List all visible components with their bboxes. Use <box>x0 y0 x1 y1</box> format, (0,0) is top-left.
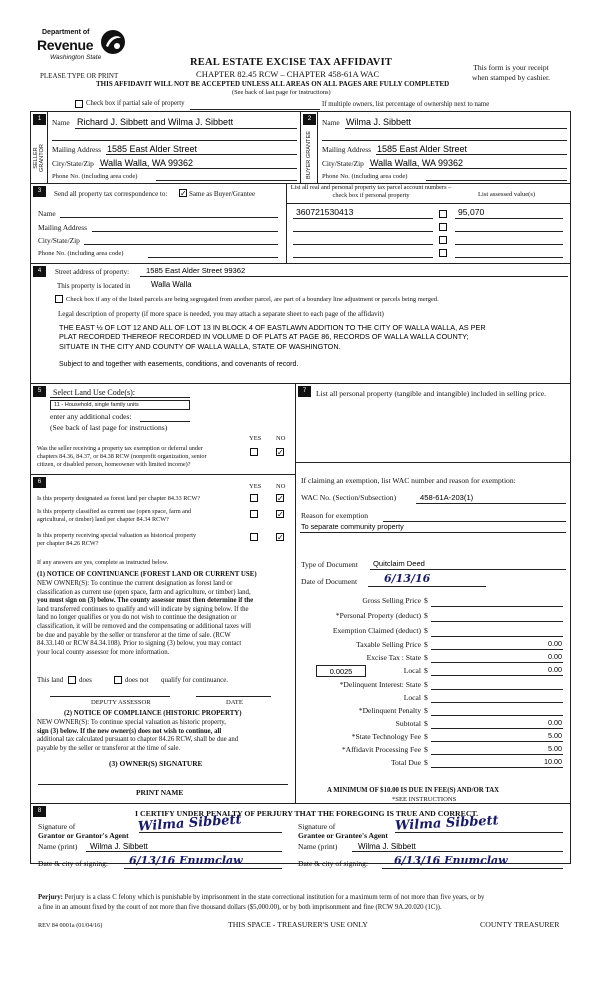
notice-line: NEW OWNER(S): To continue the current designation as forest land or <box>37 580 233 587</box>
section-7-number: 7 <box>298 386 311 397</box>
notice-line: additional tax calculated pursuant to chapter 84.26 RCW, shall be due and <box>37 736 239 744</box>
multiple-owners-note: If multiple owners, list percentage of ownership next to name <box>322 101 490 108</box>
chapter-line: CHAPTER 82.45 RCW – CHAPTER 458-61A WAC <box>196 69 380 79</box>
grantor-name-label: Name (print) <box>38 842 78 851</box>
question-line: agricultural, or timber) land per chapter 84.34 RCW? <box>37 516 169 523</box>
doc-date-field[interactable]: 6/13/16 <box>384 572 431 585</box>
section-1-number: 1 <box>33 114 46 125</box>
this-land-label: This land <box>37 676 64 684</box>
date-label: DATE <box>226 699 243 706</box>
section-4-number: 4 <box>33 266 46 277</box>
current-use-no-checkbox[interactable]: ✓ <box>277 510 284 519</box>
partial-sale-checkbox[interactable] <box>75 100 83 108</box>
perjury-notice <box>38 893 484 912</box>
dollar-sign: $ <box>424 758 428 767</box>
s5-yes-checkbox[interactable] <box>250 448 258 456</box>
current-use-question <box>37 508 191 524</box>
buyer-city-field[interactable]: Walla Walla, WA 99362 <box>370 158 464 168</box>
reason-label: Reason for exemption <box>301 511 369 520</box>
current-use-yes-checkbox[interactable] <box>250 510 258 518</box>
seller-city-label: City/State/Zip <box>52 159 94 168</box>
legal-line: PLAT RECORDED THEREOF RECORDED IN VOLUME D OF PLATS AT PAGE 86, RECORDS OF WALLA WALLA COUNTY; <box>59 332 469 342</box>
grantee-name-label: Name (print) <box>298 842 338 851</box>
personal-property-checkbox-1[interactable] <box>439 210 447 218</box>
row-label: Gross Selling Price <box>362 596 421 605</box>
dollar-sign: $ <box>424 666 428 675</box>
buyer-mail-label: Mailing Address <box>322 145 372 154</box>
excise-local-value[interactable]: 0.00 <box>548 665 562 674</box>
please-type: PLEASE TYPE OR PRINT <box>40 72 119 80</box>
section-8-number: 8 <box>33 806 46 817</box>
perjury-line: Perjury is a class C felony which is punishable by imprisonment in the state correctional institution for a maximum term of not more than five years, or by <box>64 894 485 901</box>
minimum-due-note: A MINIMUM OF $10.00 IS DUE IN FEE(S) AND/OR TAX <box>327 787 500 794</box>
excise-state-value[interactable]: 0.00 <box>548 652 562 661</box>
s5-yes-header: YES <box>249 435 262 442</box>
personal-property-checkbox-2[interactable] <box>439 223 447 231</box>
local-rate-field[interactable]: 0.0025 <box>316 665 366 677</box>
notice-line: 84.33.140 or RCW 84.34.108). Prior to signing (3) below, you may contact <box>37 640 242 648</box>
seller-name-field[interactable]: Richard J. Sibbett and Wilma J. Sibbett <box>77 117 234 127</box>
buyer-city-label: City/State/Zip <box>322 159 364 168</box>
street-address-label: Street address of property: <box>55 268 130 276</box>
does-not-checkbox[interactable] <box>114 676 122 684</box>
row-label: Total Due <box>390 758 421 767</box>
processing-fee-value[interactable]: 5.00 <box>548 744 562 753</box>
s5-no-checkbox[interactable]: ✓ <box>277 448 284 457</box>
street-address-field[interactable]: 1585 East Alder Street 99362 <box>146 266 246 275</box>
qualify-label: qualify for continuance. <box>161 676 229 684</box>
parcel-number-1[interactable]: 360721530413 <box>296 207 354 217</box>
notice-line: NEW OWNER(S): To continue special valuation as historic property, <box>37 719 226 726</box>
grantor-signature[interactable]: Wilma Sibbett <box>137 812 243 835</box>
notice-line: land no longer qualifies or you do not wish to continue the designation or <box>37 614 237 622</box>
subject-to-text: Subject to and together with easements, conditions, and covenants of record. <box>59 361 299 368</box>
grantee-name-field[interactable]: Wilma J. Sibbett <box>358 842 416 851</box>
notice-line: payable by the seller or transferor at the time of sale. <box>37 744 181 752</box>
row-label: Local <box>403 693 421 702</box>
notice-line: be due and payable by the seller or transferor at the time of sale. (RCW <box>37 631 231 639</box>
corr-mail-label: Mailing Address <box>38 223 88 232</box>
grantor-signature-label <box>38 822 129 840</box>
forest-no-checkbox[interactable]: ✓ <box>277 494 284 503</box>
question-line: citizen, or disabled person, homeowner with limited income)? <box>37 461 191 468</box>
notice-line: your local county assessor for more information. <box>37 648 170 656</box>
legal-description-text[interactable] <box>59 323 486 351</box>
row-label: *Affidavit Processing Fee <box>341 745 421 754</box>
doc-date-label: Date of Document <box>301 577 358 586</box>
section-2-number: 2 <box>303 114 316 125</box>
perjury-line: a fine in an amount fixed by the court of not more than five thousand dollars ($5,000.00), or by both imprisonment and fine (RCW 9A.20.020 (1C)). <box>38 903 442 911</box>
legal-description-label: Legal description of property (if more space is needed, you may attach a separate sheet to each page of the affidavit) <box>58 310 384 318</box>
personal-property-label: List all personal property (tangible and intangible) included in selling price. <box>316 389 547 398</box>
section-6-number: 6 <box>33 477 46 488</box>
notice-line: land transferred continues to qualify and will indicate by signing below. If the <box>37 605 249 613</box>
question-line: per chapter 84.26 RCW? <box>37 540 99 547</box>
corr-city-label: City/State/Zip <box>38 236 80 245</box>
segregated-checkbox[interactable] <box>55 295 63 303</box>
taxable-price-value[interactable]: 0.00 <box>548 639 562 648</box>
segregated-label: Check box if any of the listed parcels are being segregated from another parcel, are part of a boundary line adjustment or parcels being merged. <box>66 296 439 303</box>
buyer-mail-field[interactable]: 1585 East Alder Street <box>377 144 468 154</box>
notice-compliance-text <box>37 719 238 753</box>
label-line: Signature of <box>298 822 336 831</box>
seller-name-label: Name <box>52 118 70 127</box>
logo-state-text: Washington State <box>50 54 102 61</box>
question-line: chapters 84.36, 84.37, or 84.38 RCW (nonprofit organization, senior <box>37 453 207 460</box>
same-as-buyer-checkbox[interactable]: ✓ <box>180 189 187 198</box>
historic-question <box>37 532 196 548</box>
corr-name-label: Name <box>38 209 56 218</box>
county-treasurer-label: COUNTY TREASURER <box>480 920 560 929</box>
reason-field[interactable]: To separate community property <box>301 522 404 531</box>
grantor-date-label: Date & city of signing: <box>38 859 109 868</box>
grantor-name-field[interactable]: Wilma J. Sibbett <box>90 842 148 851</box>
notice-continuance-text <box>37 580 253 657</box>
notice-line: classification as current use (open space, farm and agriculture, or timber) land, <box>37 588 251 596</box>
perjury-title: Perjury: <box>38 894 63 901</box>
located-in-field[interactable]: Walla Walla <box>151 280 192 289</box>
row-label: Taxable Selling Price <box>356 640 421 649</box>
does-label: does <box>79 676 92 684</box>
historic-yes-checkbox[interactable] <box>250 533 258 541</box>
notice-line: sign (3) below. If the new owner(s) does not wish to continue, all <box>37 727 222 735</box>
parcel-list-header: List all real and personal property tax parcel account numbers – check box if personal property <box>290 184 452 199</box>
does-not-label: does not <box>125 676 149 684</box>
land-use-see-back: (See back of last page for instructions) <box>50 423 168 432</box>
certify-statement: I CERTIFY UNDER PENALTY OF PERJURY THAT THE FOREGOING IS TRUE AND CORRECT. <box>135 809 479 818</box>
tech-fee-value[interactable]: 5.00 <box>548 731 562 740</box>
section-5-number: 5 <box>33 386 46 397</box>
located-in-label: This property is located in <box>57 282 131 290</box>
grantee-date-label: Date & city of signing: <box>298 859 369 868</box>
logo-revenue-text: Revenue <box>37 37 94 53</box>
see-instructions-note: *SEE INSTRUCTIONS <box>392 796 457 803</box>
send-correspondence-label: Send all property tax correspondence to: <box>54 190 168 198</box>
grantor-date-field[interactable]: 6/13/16 Enumclaw <box>129 854 243 867</box>
row-label: Local <box>403 666 421 675</box>
question-line: Was the seller receiving a property tax exemption or deferral under <box>37 445 203 452</box>
dollar-sign: $ <box>424 626 428 635</box>
receipt-note: This form is your receipt when stamped by cashier. <box>471 63 551 82</box>
seller-city-field[interactable]: Walla Walla, WA 99362 <box>100 158 194 168</box>
doc-type-label: Type of Document <box>301 560 358 569</box>
land-use-code-field[interactable]: 11 - Household, single family units <box>50 400 190 410</box>
if-any-yes: If any answers are yes, complete as instructed below. <box>37 559 169 566</box>
row-label: *Delinquent Interest: State <box>339 680 421 689</box>
forest-yes-checkbox[interactable] <box>250 494 258 502</box>
exemption-question <box>37 445 207 469</box>
treasurer-space-note: THIS SPACE - TREASURER'S USE ONLY <box>228 920 368 929</box>
wac-number-field[interactable]: 458-61A-203(1) <box>420 493 474 502</box>
see-back-line: (See back of last page for instructions) <box>232 89 331 96</box>
does-checkbox[interactable] <box>68 676 76 684</box>
dollar-sign: $ <box>424 693 428 702</box>
print-name-label: PRINT NAME <box>136 788 184 797</box>
row-label: Excise Tax : State <box>366 653 421 662</box>
exemption-claim-label: If claiming an exemption, list WAC number and reason for exemption: <box>301 476 516 485</box>
logo-swoosh-icon <box>99 28 127 56</box>
dollar-sign: $ <box>424 611 428 620</box>
seller-mail-label: Mailing Address <box>52 145 102 154</box>
warning-line: THIS AFFIDAVIT WILL NOT BE ACCEPTED UNLESS ALL AREAS ON ALL PAGES ARE FULLY COMPLETED <box>96 80 450 88</box>
personal-property-checkbox-3[interactable] <box>439 236 447 244</box>
row-label: *Delinquent Penalty <box>358 706 421 715</box>
row-label: Exemption Claimed (deduct) <box>332 626 421 635</box>
notice-compliance-title: (2) NOTICE OF COMPLIANCE (HISTORIC PROPERTY) <box>64 710 242 717</box>
buyer-name-label: Name <box>322 118 340 127</box>
dollar-sign: $ <box>424 596 428 605</box>
legal-line: THE EAST ½ OF LOT 12 AND ALL OF LOT 13 IN BLOCK 4 OF EASTLAWN ADDITION TO THE CITY OF WALLA WALLA, AS PER <box>59 323 486 332</box>
notice-line: you must sign on (3) below. The county assessor must then determine if the <box>37 597 254 605</box>
notice-line: classification, it will be removed and the compensating or additional taxes will <box>37 622 252 630</box>
dollar-sign: $ <box>424 745 428 754</box>
label-line: Grantor or Grantor's Agent <box>38 831 129 840</box>
buyer-name-field[interactable]: Wilma J. Sibbett <box>346 117 412 127</box>
assessed-header: List assessed value(s) <box>478 191 536 198</box>
label-line: Grantee or Grantee's Agent <box>298 831 388 840</box>
s5-no-header: NO <box>276 435 286 442</box>
legal-line: SITUATE IN THE CITY AND COUNTY OF WALLA WALLA, STATE OF WASHINGTON. <box>59 341 341 351</box>
row-label: *State Technology Fee <box>351 732 421 741</box>
page-title: REAL ESTATE EXCISE TAX AFFIDAVIT <box>190 57 393 68</box>
dollar-sign: $ <box>424 653 428 662</box>
doc-type-field[interactable]: Quitclaim Deed <box>373 559 425 568</box>
grantee-date-field[interactable]: 6/13/16 Enumclaw <box>394 854 508 867</box>
total-due-value[interactable]: 10.00 <box>544 757 562 766</box>
deputy-assessor-label: DEPUTY ASSESSOR <box>91 699 151 706</box>
partial-sale-label: Check box if partial sale of property <box>86 100 185 107</box>
subtotal-value[interactable]: 0.00 <box>548 718 562 727</box>
grantee-signature[interactable]: Wilma Sibbett <box>394 813 500 834</box>
label-line: Signature of <box>38 822 76 831</box>
dollar-sign: $ <box>424 706 428 715</box>
row-label: *Personal Property (deduct) <box>335 611 421 620</box>
seller-mail-field[interactable]: 1585 East Alder Street <box>107 144 198 154</box>
forest-land-question: Is this property designated as forest land per chapter 84.33 RCW? <box>37 495 201 502</box>
notice-continuance-title: (1) NOTICE OF CONTINUANCE (FOREST LAND OR CURRENT USE) <box>37 571 257 578</box>
section-3-number: 3 <box>33 186 46 197</box>
form-rev-number: REV 84 0001a (01/04/16) <box>38 922 103 929</box>
historic-no-checkbox[interactable]: ✓ <box>277 533 284 542</box>
owner-signature-title: (3) OWNER(S) SIGNATURE <box>109 759 203 768</box>
buyer-grantee-label: BUYER GRANTEE <box>306 131 312 179</box>
dollar-sign: $ <box>424 719 428 728</box>
buyer-phone-label: Phone No. (including area code) <box>322 173 408 180</box>
question-line: Is this property receiving special valuation as historical property <box>37 532 197 539</box>
additional-codes-label: enter any additional codes: <box>50 412 132 421</box>
assessed-value-1[interactable]: 95,070 <box>458 207 485 217</box>
dollar-sign: $ <box>424 680 428 689</box>
s6-no-header: NO <box>276 483 286 490</box>
dollar-sign: $ <box>424 732 428 741</box>
seller-grantor-label: SELLER GRANTOR <box>33 144 45 172</box>
wac-number-label: WAC No. (Section/Subsection) <box>301 493 397 502</box>
corr-phone-label: Phone No. (including area code) <box>38 250 124 257</box>
question-line: Is this property classified as current use (open space, farm and <box>37 508 192 515</box>
seller-phone-label: Phone No. (including area code) <box>52 173 138 180</box>
s6-yes-header: YES <box>249 483 262 490</box>
dollar-sign: $ <box>424 640 428 649</box>
personal-property-checkbox-4[interactable] <box>439 249 447 257</box>
grantee-signature-label <box>298 822 388 840</box>
same-as-buyer-label: Same as Buyer/Grantee <box>189 190 256 198</box>
row-label: Subtotal <box>395 719 421 728</box>
logo-dept-text: Department of <box>42 29 90 36</box>
land-use-label: Select Land Use Code(s): <box>53 388 135 397</box>
